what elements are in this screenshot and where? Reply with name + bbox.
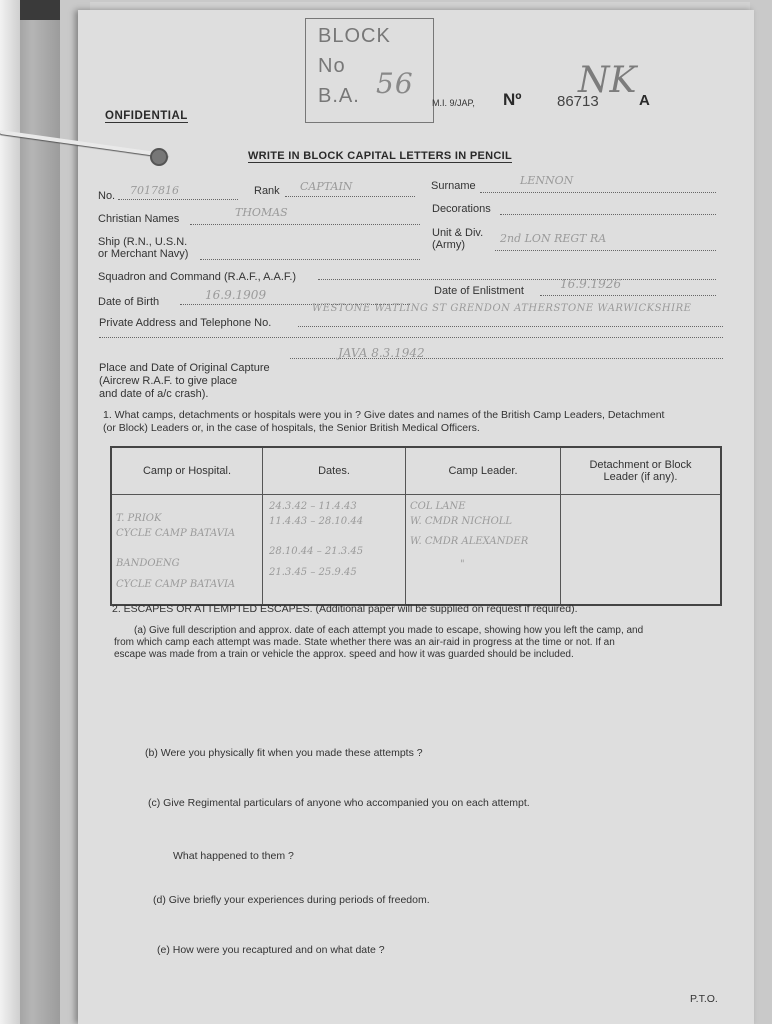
dates-cell[interactable]: 24.3.42 – 11.4.43 <box>269 501 357 512</box>
stamp-line-2: No <box>318 55 346 77</box>
capture-label-1: Place and Date of Original Capture <box>99 362 270 374</box>
dob-label: Date of Birth <box>98 296 160 308</box>
q1-text-1: 1. What camps, detachments or hospitals were you in ? Give dates and names of the British Camp Leaders, Detachment <box>103 409 665 421</box>
q2c-followup: What happened to them ? <box>173 850 294 862</box>
rank-label: Rank <box>254 185 280 197</box>
camp-cell[interactable]: T. PRIOK <box>116 513 162 524</box>
capture-label-3: and date of a/c crash). <box>99 388 209 400</box>
binder-edge <box>0 0 20 1024</box>
stamp-hand-number: 56 <box>376 67 414 100</box>
camp-cell[interactable]: CYCLE CAMP BATAVIA <box>116 579 236 590</box>
q2-heading: 2. ESCAPES OR ATTEMPTED ESCAPES. (Additional paper will be supplied on request if required). <box>112 603 578 615</box>
camps-table <box>110 446 722 606</box>
leader-cell[interactable]: W. CMDR ALEXANDER <box>410 536 529 547</box>
ref-prefix: M.I. 9/JAP, <box>432 98 475 108</box>
capture-label-2: (Aircrew R.A.F. to give place <box>99 375 238 387</box>
unit-label-2: (Army) <box>432 239 465 251</box>
dates-cell[interactable]: 11.4.43 – 28.10.44 <box>269 516 364 527</box>
q2a-text-1: (a) Give full description and approx. date of each attempt you made to escape, showing how you left the camp, and <box>134 625 644 636</box>
surname-label: Surname <box>431 180 476 192</box>
dob-value[interactable]: 16.9.1909 <box>205 288 267 302</box>
address-label: Private Address and Telephone No. <box>99 317 272 329</box>
leader-cell[interactable]: " <box>460 559 465 570</box>
address-value[interactable]: WESTONE WATLING ST GRENDON ATHERSTONE WARWICKSHIRE <box>312 303 692 314</box>
no-label: No. <box>98 190 116 202</box>
camp-cell[interactable]: BANDOENG <box>116 558 180 569</box>
col-header-detachment: Detachment or Block Leader (if any). <box>561 447 722 495</box>
ref-suffix: A <box>639 92 650 109</box>
stamp-line-1: BLOCK <box>318 25 391 47</box>
surname-value[interactable]: LENNON <box>520 174 574 187</box>
ref-hand-annotation: NK <box>578 60 637 101</box>
col-header-leader: Camp Leader. <box>406 447 561 495</box>
enlistment-label: Date of Enlistment <box>434 285 524 297</box>
camp-cell[interactable]: CYCLE CAMP BATAVIA <box>116 528 236 539</box>
leader-cell[interactable]: COL LANE <box>410 501 466 512</box>
leader-cell[interactable]: W. CMDR NICHOLL <box>410 516 513 527</box>
capture-value[interactable]: JAVA 8.3.1942 <box>338 346 425 360</box>
ref-no-label: Nº <box>503 90 522 109</box>
christian-names-value[interactable]: THOMAS <box>235 206 288 219</box>
q1-text-2: (or Block) Leaders or, in the case of hospitals, the Senior British Medical Officers. <box>103 422 480 434</box>
stamp-line-3: B.A. <box>318 85 360 107</box>
q2c-text: (c) Give Regimental particulars of anyone who accompanied you on each attempt. <box>148 797 530 809</box>
dates-cell[interactable]: 28.10.44 – 21.3.45 <box>269 546 364 557</box>
eyelet-icon <box>150 148 168 166</box>
pto-label: P.T.O. <box>690 993 718 1005</box>
ref-number: 86713 <box>557 93 599 110</box>
block-stamp <box>305 18 434 123</box>
q2e-text: (e) How were you recaptured and on what date ? <box>157 944 385 956</box>
ship-label-1: Ship (R.N., U.S.N. <box>98 236 188 248</box>
decorations-label: Decorations <box>432 203 491 215</box>
col-header-dates: Dates. <box>263 447 406 495</box>
no-value[interactable]: 7017816 <box>130 184 179 197</box>
christian-names-label: Christian Names <box>98 213 180 225</box>
enlistment-value[interactable]: 16.9.1926 <box>560 277 622 291</box>
q2a-text-3: escape was made from a train or vehicle the approx. speed and how it was guarded should be included. <box>114 649 574 660</box>
squadron-label: Squadron and Command (R.A.F., A.A.F.) <box>98 271 297 283</box>
rank-value[interactable]: CAPTAIN <box>300 180 353 193</box>
q2b-text: (b) Were you physically fit when you made these attempts ? <box>145 747 423 759</box>
q2a-text-2: from which camp each attempt was made. State whether there was an air-raid in progress at the time or not. If an <box>114 637 615 648</box>
dates-cell[interactable]: 21.3.45 – 25.9.45 <box>269 567 357 578</box>
unit-label-1: Unit & Div. <box>432 227 484 239</box>
instruction-heading: WRITE IN BLOCK CAPITAL LETTERS IN PENCIL <box>248 150 512 162</box>
col-header-camp: Camp or Hospital. <box>111 447 263 495</box>
unit-value[interactable]: 2nd LON REGT RA <box>500 232 607 245</box>
ship-label-2: or Merchant Navy) <box>98 248 189 260</box>
table-row <box>111 495 721 606</box>
confidential-heading: ONFIDENTIAL <box>105 110 188 122</box>
q2d-text: (d) Give briefly your experiences during periods of freedom. <box>153 894 430 906</box>
